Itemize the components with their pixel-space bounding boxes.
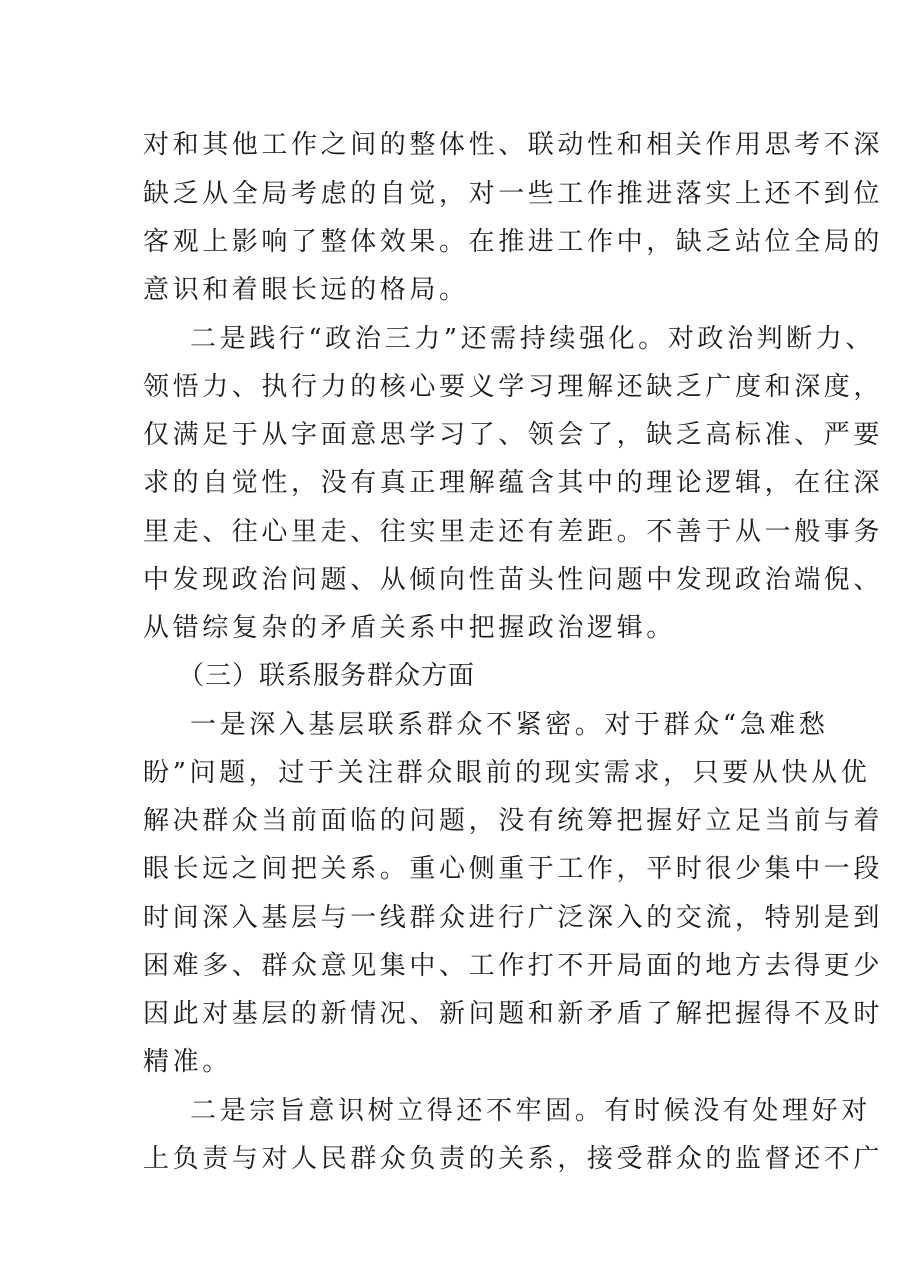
- text-line-5: 二是践行“政治三力”还需持续强化。对政治判断力、: [190, 324, 875, 354]
- text-line-18: 困难多、群众意见集中、工作打不开局面的地方去得更少: [143, 951, 884, 981]
- text-line-14: 盼”问题，过于关注群众眼前的现实需求，只要从快从优: [143, 758, 871, 788]
- text-line-1: 对和其他工作之间的整体性、联动性和相关作用思考不深: [143, 130, 884, 160]
- text-line-4: 意识和着眼长远的格局。: [143, 275, 469, 305]
- text-line-20: 精准。: [143, 1047, 232, 1077]
- text-line-16: 眼长远之间把关系。重心侧重于工作，平时很少集中一段: [143, 854, 884, 884]
- text-line-19: 因此对基层的新情况、新问题和新矛盾了解把握得不及时: [143, 999, 884, 1029]
- text-line-8: 求的自觉性，没有真正理解蕴含其中的理论逻辑，在往深: [143, 468, 884, 498]
- text-line-15: 解决群众当前面临的问题，没有统筹把握好立足当前与着: [143, 806, 884, 836]
- text-line-2: 缺乏从全局考虑的自觉，对一些工作推进落实上还不到位: [143, 179, 884, 209]
- section-heading: （三）联系服务群众方面: [178, 661, 476, 691]
- text-line-22: 上负责与对人民群众负责的关系，接受群众的监督还不广: [143, 1144, 884, 1174]
- text-line-7: 仅满足于从字面意思学习了、领会了，缺乏高标准、严要: [143, 420, 884, 450]
- text-line-17: 时间深入基层与一线群众进行广泛深入的交流，特别是到: [143, 903, 884, 933]
- text-line-21: 二是宗旨意识树立得还不牢固。有时候没有处理好对: [190, 1096, 871, 1126]
- text-line-10: 中发现政治问题、从倾向性苗头性问题中发现政治端倪、: [143, 565, 884, 595]
- text-line-3: 客观上影响了整体效果。在推进工作中，缺乏站位全局的: [143, 227, 884, 257]
- text-line-6: 领悟力、执行力的核心要义学习理解还缺乏广度和深度，: [143, 372, 884, 402]
- text-line-9: 里走、往心里走、往实里走还有差距。不善于从一般事务: [143, 517, 884, 547]
- text-line-11: 从错综复杂的矛盾关系中把握政治逻辑。: [143, 613, 676, 643]
- text-line-13: 一是深入基层联系群众不紧密。对于群众“急难愁: [190, 710, 829, 740]
